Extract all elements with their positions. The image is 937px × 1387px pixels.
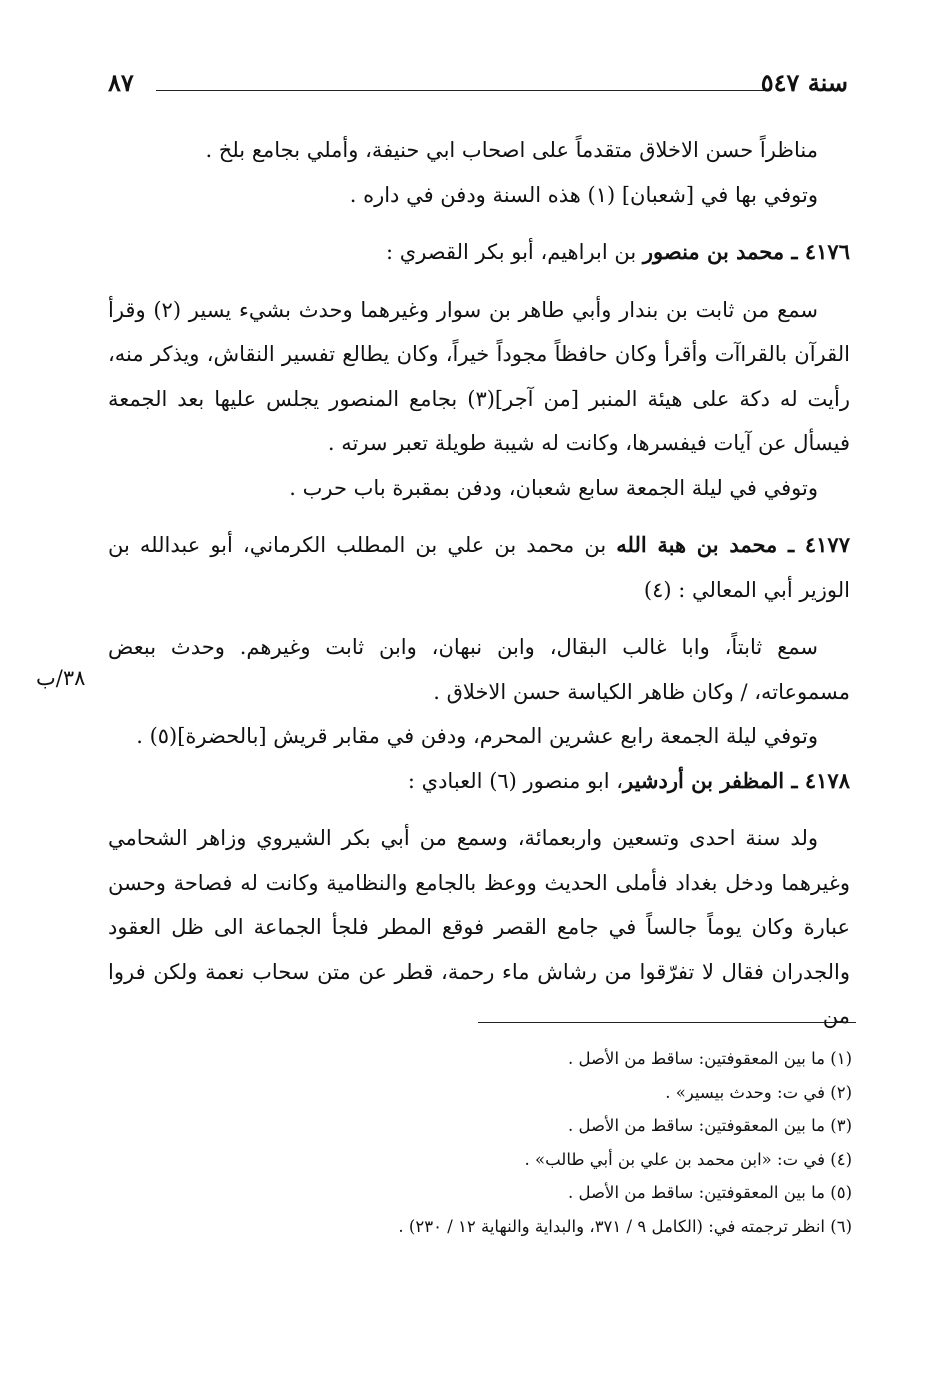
biography-entry-heading: ٤١٧٦ ـ محمد بن منصور بن ابراهيم، أبو بكر القصري : xyxy=(386,239,850,264)
header-rule xyxy=(156,90,764,91)
footnotes xyxy=(108,1042,852,1244)
footnote-rule xyxy=(478,1022,856,1023)
paragraph: مناظراً حسن الاخلاق متقدماً على اصحاب ابي حنيفة، وأملي بجامع بلخ . xyxy=(205,138,818,162)
footnote: (٢) في ت: وحدث بيسير» . xyxy=(665,1082,852,1102)
entry-name: ٤١٧٧ ـ محمد بن هبة الله xyxy=(616,532,850,557)
paragraph: وتوفي ليلة الجمعة رابع عشرين المحرم، ودفن في مقابر قريش [بالحضرة](٥) . xyxy=(136,724,818,748)
margin-folio-note: ٣٨/ب xyxy=(36,666,86,690)
page-header xyxy=(108,64,848,104)
page-number: ٨٧ xyxy=(108,68,134,97)
paragraph: وتوفي في ليلة الجمعة سابع شعبان، ودفن بمقبرة باب حرب . xyxy=(289,475,818,500)
footnote: (٦) انظر ترجمته في: (الكامل ٩ / ٣٧١، والبداية والنهاية ١٢ / ٢٣٠) . xyxy=(398,1216,852,1236)
entry-name: ٤١٧٦ ـ محمد بن منصور xyxy=(642,239,850,264)
biography-entry-heading: ٤١٧٧ ـ محمد بن هبة الله بن محمد بن علي بن المطلب الكرماني، أبو عبدالله بن الوزير أبي المعالي : (٤) xyxy=(108,532,850,602)
footnote: (٥) ما بين المعقوفتين: ساقط من الأصل . xyxy=(568,1183,852,1203)
running-head-year: سنة ٥٤٧ xyxy=(760,68,848,97)
paragraph: سمع من ثابت بن بندار وأبي طاهر بن سوار وغيرهما وحدث بشيء يسير (٢) وقرأ القرآن بالقراآت وأقرأ وكان حافظاً مجوداً خيراً، وكان يطالع تفسير النقاش، ويذكر منه، رأيت له دكة على هيئة المنبر [من آجر](٣) بجامع المنصور يجلس عليها بعد الجمعة فيسأل عن آيات فيفسرها، وكانت له شيبة طويلة تعبر سرته . xyxy=(108,297,850,455)
entry-name: ٤١٧٨ ـ المظفر بن أردشير xyxy=(622,767,850,793)
paragraph: ولد سنة احدى وتسعين واربعمائة، وسمع من أبي بكر الشيروي وزاهر الشحامي وغيرهما ودخل بغداد فأملى الحديث ووعظ بالجامع والنظامية وكانت له فصاحة وحسن عبارة وكان يوماً جالساً في جامع القصر فوقع المطر فلجأ الجماعة الى ظل العقود والجدران فقال لا تفرّقوا من رشاش ماء رحمة، قطر عن متن سحاب نعمة ولكن فروا من xyxy=(108,826,850,1028)
paragraph: سمع ثابتاً، وابا غالب البقال، وابن نبهان، وابن ثابت وغيرهم. وحدث ببعض مسموعاته، / وكان ظاهر الكياسة حسن الاخلاق . xyxy=(108,635,850,704)
paragraph: وتوفي بها في [شعبان] (١) هذه السنة ودفن في داره . xyxy=(349,182,818,207)
footnote: (٤) في ت: «ابن محمد بن علي بن أبي طالب» . xyxy=(524,1149,852,1169)
biography-entry-heading: ٤١٧٨ ـ المظفر بن أردشير، ابو منصور (٦) العبادي : xyxy=(407,767,850,793)
main-text xyxy=(108,128,850,1039)
footnote: (٣) ما بين المعقوفتين: ساقط من الأصل . xyxy=(568,1116,852,1136)
footnote: (١) ما بين المعقوفتين: ساقط من الأصل . xyxy=(568,1049,852,1068)
